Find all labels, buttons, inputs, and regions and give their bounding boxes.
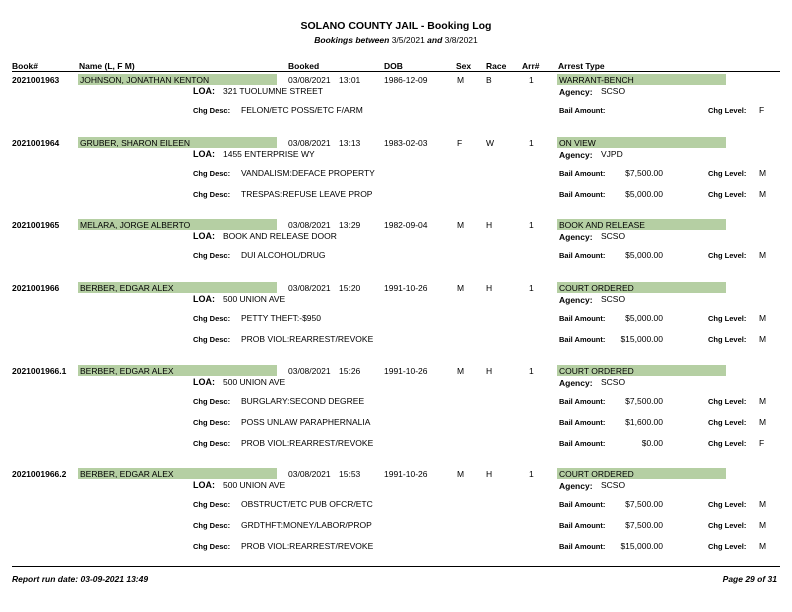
loa-label: LOA: bbox=[193, 294, 215, 304]
sex: M bbox=[457, 366, 465, 376]
arrest-type: COURT ORDERED bbox=[559, 469, 634, 479]
bail-amount-label: Bail Amount: bbox=[559, 439, 606, 448]
subtitle-and: and bbox=[427, 35, 443, 45]
charge-description: VANDALISM:DEFACE PROPERTY bbox=[241, 168, 375, 178]
chg-level-label: Chg Level: bbox=[708, 251, 747, 260]
header-divider bbox=[12, 71, 780, 72]
chg-desc-label: Chg Desc: bbox=[193, 335, 231, 344]
inmate-name: BERBER, EDGAR ALEX bbox=[80, 366, 174, 376]
charge-description: BURGLARY:SECOND DEGREE bbox=[241, 396, 365, 406]
bail-amount-label: Bail Amount: bbox=[559, 542, 606, 551]
booked-date: 03/08/2021 bbox=[288, 366, 331, 376]
charge-description: PROB VIOL:REARREST/REVOKE bbox=[241, 541, 374, 551]
dob: 1983-02-03 bbox=[384, 138, 428, 148]
col-name: Name (L, F M) bbox=[79, 61, 135, 71]
loa-label: LOA: bbox=[193, 480, 215, 490]
chg-desc-label: Chg Desc: bbox=[193, 169, 231, 178]
booked-time: 15:26 bbox=[339, 366, 361, 376]
sex: M bbox=[457, 469, 465, 479]
col-sex: Sex bbox=[456, 61, 472, 71]
arrest-number: 1 bbox=[529, 138, 534, 148]
chg-desc-label: Chg Desc: bbox=[193, 418, 231, 427]
sex: M bbox=[457, 220, 465, 230]
col-race: Race bbox=[486, 61, 507, 71]
run-date-value: 03-09-2021 13:49 bbox=[80, 574, 149, 584]
inmate-name: BERBER, EDGAR ALEX bbox=[80, 283, 174, 293]
bail-amount-label: Bail Amount: bbox=[559, 335, 606, 344]
bail-amount-label: Bail Amount: bbox=[559, 169, 606, 178]
chg-level-label: Chg Level: bbox=[708, 439, 747, 448]
charge-description: TRESPAS:REFUSE LEAVE PROP bbox=[241, 189, 373, 199]
loa-label: LOA: bbox=[193, 149, 215, 159]
agency-label: Agency: bbox=[559, 232, 593, 242]
agency-label: Agency: bbox=[559, 150, 593, 160]
start-date: 3/5/2021 bbox=[391, 35, 425, 45]
charge-level: M bbox=[759, 541, 767, 551]
booking-number: 2021001966.1 bbox=[12, 366, 67, 376]
bail-amount: $5,000.00 bbox=[625, 313, 663, 323]
charge-description: PROB VIOL:REARREST/REVOKE bbox=[241, 438, 374, 448]
loa-value: 500 UNION AVE bbox=[223, 480, 286, 490]
agency-label: Agency: bbox=[559, 295, 593, 305]
agency-value: SCSO bbox=[601, 377, 626, 387]
chg-desc-label: Chg Desc: bbox=[193, 314, 231, 323]
chg-level-label: Chg Level: bbox=[708, 542, 747, 551]
chg-level-label: Chg Level: bbox=[708, 521, 747, 530]
charge-level: M bbox=[759, 313, 767, 323]
arrest-type: ON VIEW bbox=[559, 138, 596, 148]
dob: 1991-10-26 bbox=[384, 366, 428, 376]
chg-desc-label: Chg Desc: bbox=[193, 251, 231, 260]
charge-level: M bbox=[759, 168, 767, 178]
bail-amount-label: Bail Amount: bbox=[559, 106, 606, 115]
col-booked: Booked bbox=[288, 61, 320, 71]
report-subtitle bbox=[0, 35, 792, 45]
inmate-name: JOHNSON, JONATHAN KENTON bbox=[80, 75, 210, 85]
booked-date: 03/08/2021 bbox=[288, 283, 331, 293]
chg-desc-label: Chg Desc: bbox=[193, 106, 231, 115]
charge-description: PROB VIOL:REARREST/REVOKE bbox=[241, 334, 374, 344]
agency-value: SCSO bbox=[601, 294, 626, 304]
col-arr: Arr# bbox=[522, 61, 540, 71]
chg-level-label: Chg Level: bbox=[708, 106, 747, 115]
arrest-type: WARRANT-BENCH bbox=[559, 75, 634, 85]
end-date: 3/8/2021 bbox=[444, 35, 478, 45]
agency-label: Agency: bbox=[559, 378, 593, 388]
charge-description: POSS UNLAW PARAPHERNALIA bbox=[241, 417, 371, 427]
charge-level: M bbox=[759, 189, 767, 199]
agency-value: SCSO bbox=[601, 86, 626, 96]
bail-amount: $1,600.00 bbox=[625, 417, 663, 427]
col-dob: DOB bbox=[384, 61, 403, 71]
chg-level-label: Chg Level: bbox=[708, 500, 747, 509]
bail-amount: $5,000.00 bbox=[625, 250, 663, 260]
chg-level-label: Chg Level: bbox=[708, 397, 747, 406]
inmate-name: BERBER, EDGAR ALEX bbox=[80, 469, 174, 479]
agency-label: Agency: bbox=[559, 481, 593, 491]
loa-value: 500 UNION AVE bbox=[223, 377, 286, 387]
arrest-number: 1 bbox=[529, 469, 534, 479]
chg-desc-label: Chg Desc: bbox=[193, 190, 231, 199]
bail-amount-label: Bail Amount: bbox=[559, 521, 606, 530]
charge-level: F bbox=[759, 438, 765, 448]
bail-amount: $7,500.00 bbox=[625, 520, 663, 530]
booking-number: 2021001965 bbox=[12, 220, 60, 230]
loa-value: 321 TUOLUMNE STREET bbox=[223, 86, 323, 96]
race: H bbox=[486, 469, 493, 479]
charge-level: M bbox=[759, 396, 767, 406]
loa-value: 500 UNION AVE bbox=[223, 294, 286, 304]
booking-number: 2021001966 bbox=[12, 283, 60, 293]
charge-description: PETTY THEFT:-$950 bbox=[241, 313, 321, 323]
col-book: Book# bbox=[12, 61, 38, 71]
chg-desc-label: Chg Desc: bbox=[193, 542, 231, 551]
charge-level: M bbox=[759, 417, 767, 427]
agency-label: Agency: bbox=[559, 87, 593, 97]
bail-amount: $15,000.00 bbox=[620, 541, 663, 551]
loa-label: LOA: bbox=[193, 231, 215, 241]
dob: 1986-12-09 bbox=[384, 75, 428, 85]
chg-level-label: Chg Level: bbox=[708, 418, 747, 427]
race: B bbox=[486, 75, 492, 85]
charge-level: M bbox=[759, 250, 767, 260]
arrest-number: 1 bbox=[529, 220, 534, 230]
bail-amount: $0.00 bbox=[641, 438, 663, 448]
charge-level: M bbox=[759, 520, 767, 530]
charge-description: FELON/ETC POSS/ETC F/ARM bbox=[241, 105, 363, 115]
arrest-type: BOOK AND RELEASE bbox=[559, 220, 645, 230]
chg-level-label: Chg Level: bbox=[708, 314, 747, 323]
race: H bbox=[486, 220, 493, 230]
arrest-type: COURT ORDERED bbox=[559, 366, 634, 376]
booked-date: 03/08/2021 bbox=[288, 469, 331, 479]
chg-desc-label: Chg Desc: bbox=[193, 397, 231, 406]
booked-date: 03/08/2021 bbox=[288, 220, 331, 230]
booked-date: 03/08/2021 bbox=[288, 75, 331, 85]
arrest-number: 1 bbox=[529, 283, 534, 293]
arrest-type: COURT ORDERED bbox=[559, 283, 634, 293]
booked-time: 13:13 bbox=[339, 138, 361, 148]
chg-level-label: Chg Level: bbox=[708, 169, 747, 178]
booked-date: 03/08/2021 bbox=[288, 138, 331, 148]
dob: 1991-10-26 bbox=[384, 283, 428, 293]
booked-time: 13:01 bbox=[339, 75, 361, 85]
col-arrest-type: Arrest Type bbox=[558, 61, 605, 71]
loa-value: 1455 ENTERPRISE WY bbox=[223, 149, 315, 159]
chg-desc-label: Chg Desc: bbox=[193, 500, 231, 509]
bail-amount: $5,000.00 bbox=[625, 189, 663, 199]
bail-amount: $7,500.00 bbox=[625, 168, 663, 178]
charge-level: M bbox=[759, 334, 767, 344]
inmate-name: GRUBER, SHARON EILEEN bbox=[80, 138, 191, 148]
charge-level: F bbox=[759, 105, 765, 115]
dob: 1991-10-26 bbox=[384, 469, 428, 479]
arrest-number: 1 bbox=[529, 75, 534, 85]
booked-time: 13:29 bbox=[339, 220, 361, 230]
arrest-number: 1 bbox=[529, 366, 534, 376]
chg-level-label: Chg Level: bbox=[708, 335, 747, 344]
chg-level-label: Chg Level: bbox=[708, 190, 747, 199]
loa-value: BOOK AND RELEASE DOOR bbox=[223, 231, 337, 241]
chg-desc-label: Chg Desc: bbox=[193, 521, 231, 530]
report-title: SOLANO COUNTY JAIL - Booking Log bbox=[300, 20, 492, 32]
charge-description: GRDTHFT:MONEY/LABOR/PROP bbox=[241, 520, 372, 530]
bail-amount-label: Bail Amount: bbox=[559, 418, 606, 427]
report-run-date bbox=[12, 574, 148, 584]
booking-number: 2021001966.2 bbox=[12, 469, 67, 479]
inmate-name: MELARA, JORGE ALBERTO bbox=[80, 220, 191, 230]
loa-label: LOA: bbox=[193, 86, 215, 96]
bail-amount: $7,500.00 bbox=[625, 396, 663, 406]
bail-amount-label: Bail Amount: bbox=[559, 397, 606, 406]
subtitle-prefix: Bookings between bbox=[314, 35, 390, 45]
bail-amount-label: Bail Amount: bbox=[559, 190, 606, 199]
bail-amount: $15,000.00 bbox=[620, 334, 663, 344]
race: H bbox=[486, 283, 493, 293]
agency-value: VJPD bbox=[601, 149, 623, 159]
footer-divider bbox=[12, 566, 780, 567]
charge-level: M bbox=[759, 499, 767, 509]
race: W bbox=[486, 138, 495, 148]
race: H bbox=[486, 366, 493, 376]
bail-amount-label: Bail Amount: bbox=[559, 500, 606, 509]
sex: M bbox=[457, 75, 465, 85]
bail-amount-label: Bail Amount: bbox=[559, 251, 606, 260]
run-date-label: Report run date: bbox=[12, 574, 79, 584]
booked-time: 15:20 bbox=[339, 283, 361, 293]
chg-desc-label: Chg Desc: bbox=[193, 439, 231, 448]
bail-amount-label: Bail Amount: bbox=[559, 314, 606, 323]
charge-description: OBSTRUCT/ETC PUB OFCR/ETC bbox=[241, 499, 373, 509]
sex: F bbox=[457, 138, 463, 148]
loa-label: LOA: bbox=[193, 377, 215, 387]
dob: 1982-09-04 bbox=[384, 220, 428, 230]
bail-amount: $7,500.00 bbox=[625, 499, 663, 509]
agency-value: SCSO bbox=[601, 231, 626, 241]
page-number: Page 29 of 31 bbox=[722, 574, 777, 584]
sex: M bbox=[457, 283, 465, 293]
charge-description: DUI ALCOHOL/DRUG bbox=[241, 250, 326, 260]
booking-number: 2021001963 bbox=[12, 75, 60, 85]
booked-time: 15:53 bbox=[339, 469, 361, 479]
booking-number: 2021001964 bbox=[12, 138, 60, 148]
agency-value: SCSO bbox=[601, 480, 626, 490]
